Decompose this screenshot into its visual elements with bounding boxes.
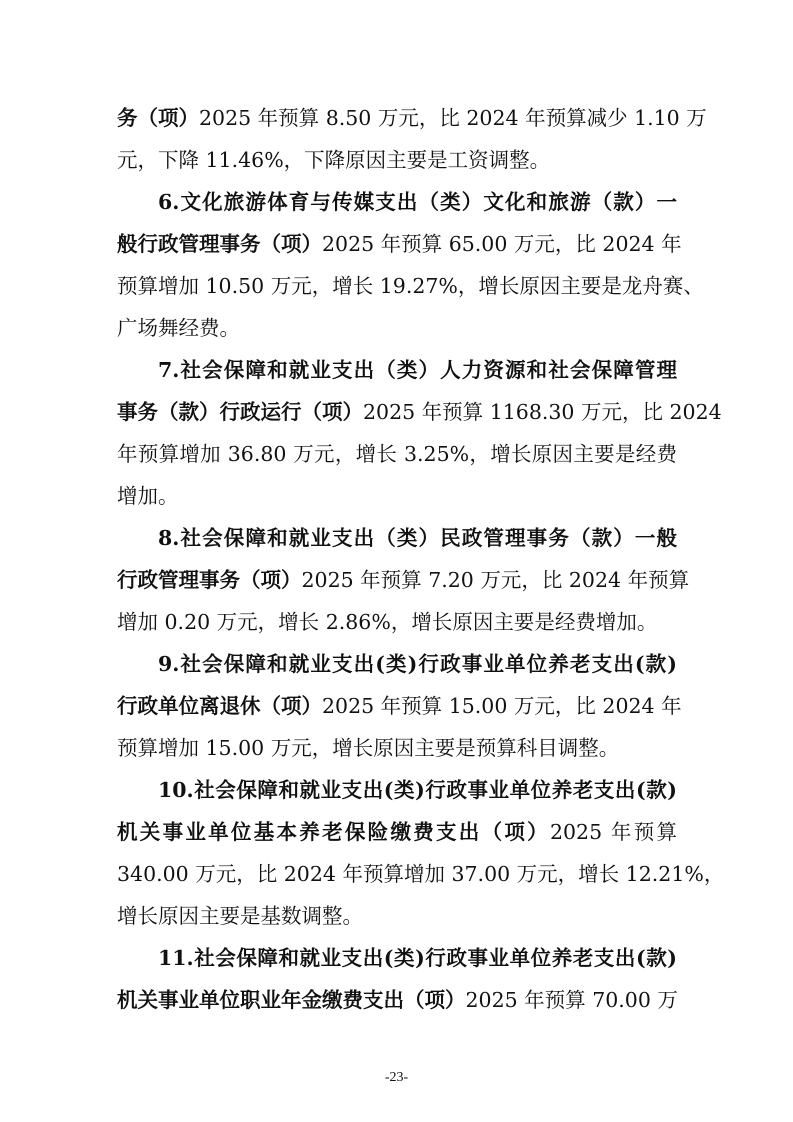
body-text: 元，下降 11.46%，下降原因主要是工资调整。 bbox=[117, 148, 551, 172]
text-line bbox=[117, 685, 682, 727]
body-text: 2025 年预算 7.20 万元，比 2024 年预算 bbox=[301, 568, 690, 592]
body-text: 预算增加 15.00 万元，增长原因主要是预算科目调整。 bbox=[117, 736, 620, 760]
text-line bbox=[117, 475, 677, 517]
bold-heading-text: 事务（款）行政运行（项） bbox=[117, 400, 363, 424]
body-text: 2025 年预算 70.00 万 bbox=[465, 988, 678, 1012]
body-text: 340.00 万元，比 2024 年预算增加 37.00 万元，增长 12.21%， bbox=[117, 862, 725, 886]
paragraph bbox=[117, 643, 682, 769]
bold-heading-text: 机关事业单位基本养老保险缴费支出（项） bbox=[117, 820, 550, 844]
text-line bbox=[117, 139, 677, 181]
text-line bbox=[117, 727, 677, 769]
bold-heading-text: 务（项） bbox=[117, 106, 199, 130]
bold-heading-text: 般行政管理事务（项） bbox=[117, 232, 322, 256]
text-line bbox=[117, 265, 704, 307]
document-body bbox=[117, 97, 725, 1021]
paragraph bbox=[117, 937, 677, 1021]
text-line bbox=[117, 853, 725, 895]
body-text: 2025 年预算 15.00 万元，比 2024 年 bbox=[322, 694, 682, 718]
body-text: 增加。 bbox=[117, 484, 179, 508]
text-line bbox=[117, 97, 707, 139]
body-text: 2025 年预算 8.50 万元，比 2024 年预算减少 1.10 万 bbox=[199, 106, 707, 130]
body-text: 广场舞经费。 bbox=[117, 316, 240, 340]
text-line bbox=[117, 349, 677, 391]
text-line bbox=[117, 433, 677, 475]
bold-heading-text: 机关事业单位职业年金缴费支出（项） bbox=[117, 988, 466, 1012]
bold-heading-text: 9.社会保障和就业支出(类)行政事业单位养老支出(款) bbox=[158, 652, 677, 676]
text-line bbox=[117, 979, 677, 1021]
text-line bbox=[117, 223, 682, 265]
body-text: 2025 年预算 1168.30 万元，比 2024 bbox=[363, 400, 722, 424]
body-text: 2025 年预算 bbox=[549, 820, 678, 844]
bold-heading-text: 10.社会保障和就业支出(类)行政事业单位养老支出(款) bbox=[158, 778, 677, 802]
text-line bbox=[117, 391, 722, 433]
page-number: -23- bbox=[384, 1070, 409, 1085]
text-line bbox=[117, 937, 677, 979]
text-line bbox=[117, 643, 677, 685]
bold-heading-text: 11.社会保障和就业支出(类)行政事业单位养老支出(款) bbox=[158, 946, 677, 970]
text-line bbox=[117, 559, 690, 601]
text-line bbox=[117, 181, 677, 223]
text-line bbox=[117, 601, 677, 643]
text-line bbox=[117, 769, 677, 811]
bold-heading-text: 8.社会保障和就业支出（类）民政管理事务（款）一般 bbox=[158, 526, 677, 550]
body-text: 增加 0.20 万元，增长 2.86%，增长原因主要是经费增加。 bbox=[117, 610, 658, 634]
body-text: 2025 年预算 65.00 万元，比 2024 年 bbox=[322, 232, 682, 256]
paragraph bbox=[117, 349, 722, 517]
bold-heading-text: 行政管理事务（项） bbox=[117, 568, 302, 592]
body-text: 增长原因主要是基数调整。 bbox=[117, 904, 363, 928]
paragraph bbox=[117, 769, 725, 937]
paragraph bbox=[117, 517, 690, 643]
body-text: 年预算增加 36.80 万元，增长 3.25%，增长原因主要是经费 bbox=[117, 442, 677, 466]
text-line bbox=[117, 307, 677, 349]
text-line bbox=[117, 517, 677, 559]
bold-heading-text: 6.文化旅游体育与传媒支出（类）文化和旅游（款）一 bbox=[158, 190, 677, 214]
bold-heading-text: 行政单位离退休（项） bbox=[117, 694, 322, 718]
paragraph bbox=[117, 181, 704, 349]
paragraph bbox=[117, 97, 707, 181]
text-line bbox=[117, 895, 677, 937]
bold-heading-text: 7.社会保障和就业支出（类）人力资源和社会保障管理 bbox=[158, 358, 677, 382]
text-line bbox=[117, 811, 677, 853]
body-text: 预算增加 10.50 万元，增长 19.27%，增长原因主要是龙舟赛、 bbox=[117, 274, 704, 298]
